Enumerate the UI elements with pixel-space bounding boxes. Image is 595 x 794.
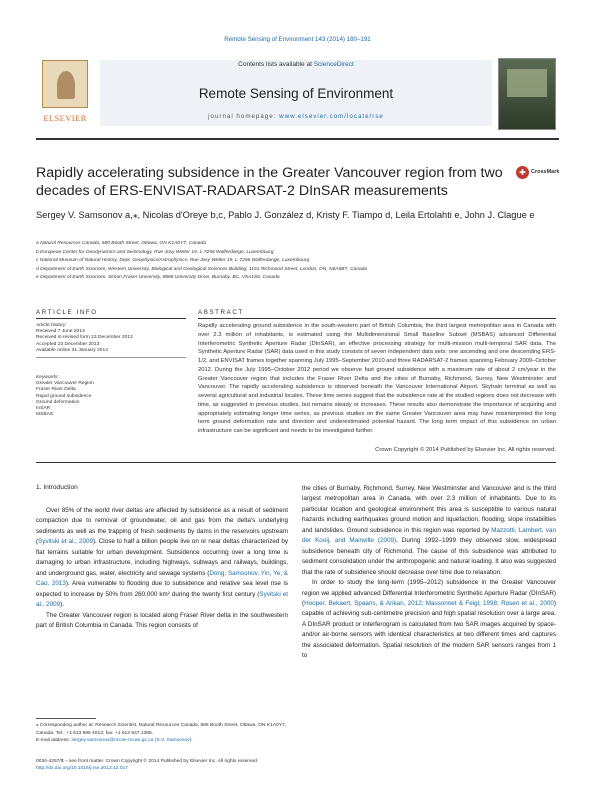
crossmark-label: CrossMark bbox=[531, 169, 560, 175]
intro-paragraph-4: In order to study the long-term (1995–2012) subsidence in the Greater Vancouver region we applied advanced Differential Interferometric Synthetic Aperture Radar (DInSAR) (Hooper, Bekaert, Spaans, & Arikan, 2012; Massonnet & Feigl, 1998; Rosen et al., 2000) capable of achieving sub-centimetre precision and high spatial resolution over a large area. A DInSAR product or interferogram is calculated from two SAR images acquired by space- and/or air-borne sensors with identical characteristics at two different times and captures the associated deformation. Spatial resolution of the modern SAR sensors ranges from 1 to bbox=[302, 579, 556, 660]
keyword: MSBAS bbox=[36, 412, 54, 418]
left-column bbox=[36, 506, 288, 631]
article-info-heading: ARTICLE INFO bbox=[36, 309, 98, 316]
contents-line bbox=[100, 61, 492, 68]
homepage-prefix: journal homepage: bbox=[208, 113, 277, 120]
crossmark-badge[interactable] bbox=[516, 166, 560, 180]
keyword: Ground deformation bbox=[36, 399, 80, 405]
affiliations bbox=[36, 240, 556, 283]
keywords-label: Keywords: bbox=[36, 375, 59, 380]
journal-homepage bbox=[100, 113, 492, 120]
journal-reference[interactable]: Remote Sensing of Environment 143 (2014) 180–191 bbox=[224, 36, 371, 43]
history-received: Received 7 June 2013 bbox=[36, 329, 85, 335]
affiliation-d: d Department of Earth Sciences, Western University, Biological and Geological Sciences Building, 1151 Richmond Street, London, ON, N6A5B7, Canada bbox=[36, 266, 368, 272]
citation-link[interactable]: Dong, Samsonov, Yin, Ye, & Cao, 2013 bbox=[36, 569, 289, 588]
affiliation-c: c National Museum of Natural History, Dept. Geophysics/Astrophysics, Rue Josy Welter 19, L-7256 Walferdange, Luxembourg bbox=[36, 258, 310, 264]
keywords bbox=[36, 375, 186, 418]
affiliation-b: b European Center for Geodynamics and Seismology, Rue Josy Welter 19, L-7256 Walferdange, Luxembourg bbox=[36, 249, 274, 255]
footnote bbox=[36, 722, 288, 745]
article-history bbox=[36, 323, 186, 354]
publication-info bbox=[36, 758, 436, 773]
keyword: Greater Vancouver Region bbox=[36, 381, 94, 387]
keyword: Fraser River Delta bbox=[36, 387, 76, 393]
abstract-text: Rapidly accelerating ground subsidence in the south-western part of British Columbia, the third largest metropolitan area in Canada with over 2.3 million of inhabitants, is estimated using the Multidimensional Small Baseline Subset (MSBAS) advanced Differential Interferometric Synthetic Aperture Radar (DInSAR), an effective processing strategy for multi-mission multi-temporal SAR data. The Synthetic Aperture Radar (SAR) data used in this study consists of seven independent data sets: one ascending and one descending ERS-1/2, and ENVISAT frames together spanning July 1995–September 2010 and three RADARSAT-2 frames spanning February 2009–October 2012. During the July 1995–October 2012 period we observe fast ground subsidence with a maximum rate of about 2 cm/year in the Greater Vancouver region that includes the Fraser River Delta and the cities of Burnaby, Richmond, Surrey, New Westminster and Vancouver. The rapidly accelerating subsidence is observed beneath the Vancouver International Airport. Skytrain terminal as well as several agricultural and industrial locales. These time series suggest that the subsidence rate at the studied regions does not decrease with time, as suggested in previous studies, but remains steady or increases. These results also demonstrate the importance of acquiring and appropriately estimating longer time series, as previous studies on the same Greater Vancouver area may have misinterpreted the long term ground deformation rate and direction and underestimated potential hazard. The long term impact of this subsidence on urban infrastructure can be significant and needs to be investigated further. bbox=[198, 323, 557, 434]
email-link[interactable]: sergey.samsonov@nrcan-rncan.gc.ca (S.V. Samsonov). bbox=[71, 738, 193, 744]
abstract-copyright: Crown Copyright © 2014 Published by Elsevier Inc. All rights reserved. bbox=[375, 447, 556, 453]
email-line bbox=[36, 737, 288, 745]
history-revised: Received in revised form 23 December 2013 bbox=[36, 335, 133, 341]
right-column bbox=[302, 484, 556, 662]
keyword: Rapid ground subsidence bbox=[36, 393, 92, 399]
info-divider bbox=[36, 357, 186, 358]
header-divider bbox=[36, 138, 559, 140]
homepage-link[interactable]: www.elsevier.com/locate/rse bbox=[279, 113, 384, 120]
intro-heading: 1. Introduction bbox=[36, 484, 78, 491]
citation-link[interactable]: Hooper, Bekaert, Spaans, & Arikan, 2012; Massonnet & Feigl, 1998; Rosen et al., 2000 bbox=[304, 599, 554, 607]
history-online: Available online 31 January 2014 bbox=[36, 347, 108, 353]
article-info-rule bbox=[36, 318, 186, 319]
footnote-rule bbox=[36, 718, 96, 719]
abstract-heading: ABSTRACT bbox=[198, 309, 244, 316]
elsevier-logo bbox=[36, 56, 94, 126]
citation-link[interactable]: Syvitski et al., 2009 bbox=[38, 538, 93, 546]
publisher-name: ELSEVIER bbox=[43, 113, 87, 123]
affiliation-a: a Natural Resources Canada, 580 Booth Street, Ottawa, ON K1A0Y7, Canada bbox=[36, 241, 206, 246]
corresponding-author-note: ⁎ Corresponding author at: Research Scientist, Natural Resources Canada, 588 Booth Street, Ottawa, ON K1A0Y7, Canada. Tel.: +1 613 995 4013; fax: +1 613 947 1385. bbox=[36, 723, 287, 736]
abstract-rule bbox=[198, 318, 556, 319]
history-accepted: Accepted 23 December 2013 bbox=[36, 341, 100, 347]
history-label: Article history: bbox=[36, 323, 67, 328]
citation-link[interactable]: Syvitski et al., 2009 bbox=[36, 590, 288, 609]
abstract-bottom-rule bbox=[36, 462, 556, 463]
front-matter-line: 0034-4257/$ – see front matter. Crown Copyright © 2014 Published by Elsevier Inc. All rights reserved. bbox=[36, 759, 259, 764]
doi-link[interactable]: http://dx.doi.org/10.1016/j.rse.2013.12.017 bbox=[36, 766, 128, 772]
author-list: Sergey V. Samsonov a,⁎, Nicolas d'Oreye b,c, Pablo J. González d, Kristy F. Tiampo d, Leila Ertolahti e, John J. Clague e bbox=[36, 210, 535, 220]
cover-art bbox=[507, 69, 547, 97]
article-title: Rapidly accelerating subsidence in the Greater Vancouver region from two decades of ERS-ENVISAT-RADARSAT-2 DInSAR measurements bbox=[36, 165, 503, 199]
email-label: E-mail address: bbox=[36, 738, 70, 744]
intro-paragraph-2: The Greater Vancouver region is located along Fraser River delta in the southwestern part of British Columbia in Canada. This region consists of bbox=[36, 611, 288, 629]
intro-paragraph-1: Over 85% of the world river deltas are affected by subsidence as a result of sediment compaction due to removal of groundwater, oil and gas from the delta's underlying sediments as well as the trapping of fresh sediments by dams in the reservoirs upstream (Syvitski et al., 2009). Close to half a billion people live on or near deltas characterized by flat terrains suitable for urban development. Subsidence occurring over a long time is damaging to urban infrastructure, including highways, subways and railways, buildings, and underground gas, water, electricity and sewage systems (Dong, Samsonov, Yin, Ye, & Cao, 2013). Area vulnerable to flooding due to subsidence and relative sea level rise is expected to increase by 50% from 260,000 km² during the twenty first century (Syvitski et al., 2009). bbox=[36, 507, 289, 609]
contents-prefix: Contents lists available at bbox=[238, 61, 312, 68]
affiliation-e: e Department of Earth Sciences, Simon Fraser University, 8888 University Drive, Burnaby, BC, V5A1S6, Canada bbox=[36, 275, 280, 281]
journal-cover-image bbox=[498, 58, 556, 130]
sciencedirect-link[interactable]: ScienceDirect bbox=[313, 61, 354, 68]
journal-title: Remote Sensing of Environment bbox=[198, 86, 394, 101]
intro-paragraph-3: the cities of Burnaby, Richmond, Surrey, New Westminster and Vancouver and is the third largest metropolitan area in Canada, with over 2.3 million of inhabitants. Due to its particular location and geological environment this area is susceptible to various natural hazards including earthquakes ground motion and liquefaction, flooding, slope instabilities and landslides. Ground subsidence in this region was reported by Mazzotti, Lambert, van der Kooij, and Mainville (2009). During 1992–1999 they observed slow, widespread subsidence beneath city of Richmond. The cause of this subsidence was attributed to sediment consolidation under the anthropogenic and natural loading. It also was suggested that the rate of subsidence should decrease over time due to relaxation. bbox=[302, 485, 556, 576]
keyword: InSAR bbox=[36, 406, 51, 412]
citation-link[interactable]: Mazzotti, Lambert, van der Kooij, and Mainville (2009) bbox=[302, 526, 556, 545]
crossmark-icon: ✚ bbox=[516, 166, 529, 179]
elsevier-tree-icon bbox=[42, 60, 88, 108]
